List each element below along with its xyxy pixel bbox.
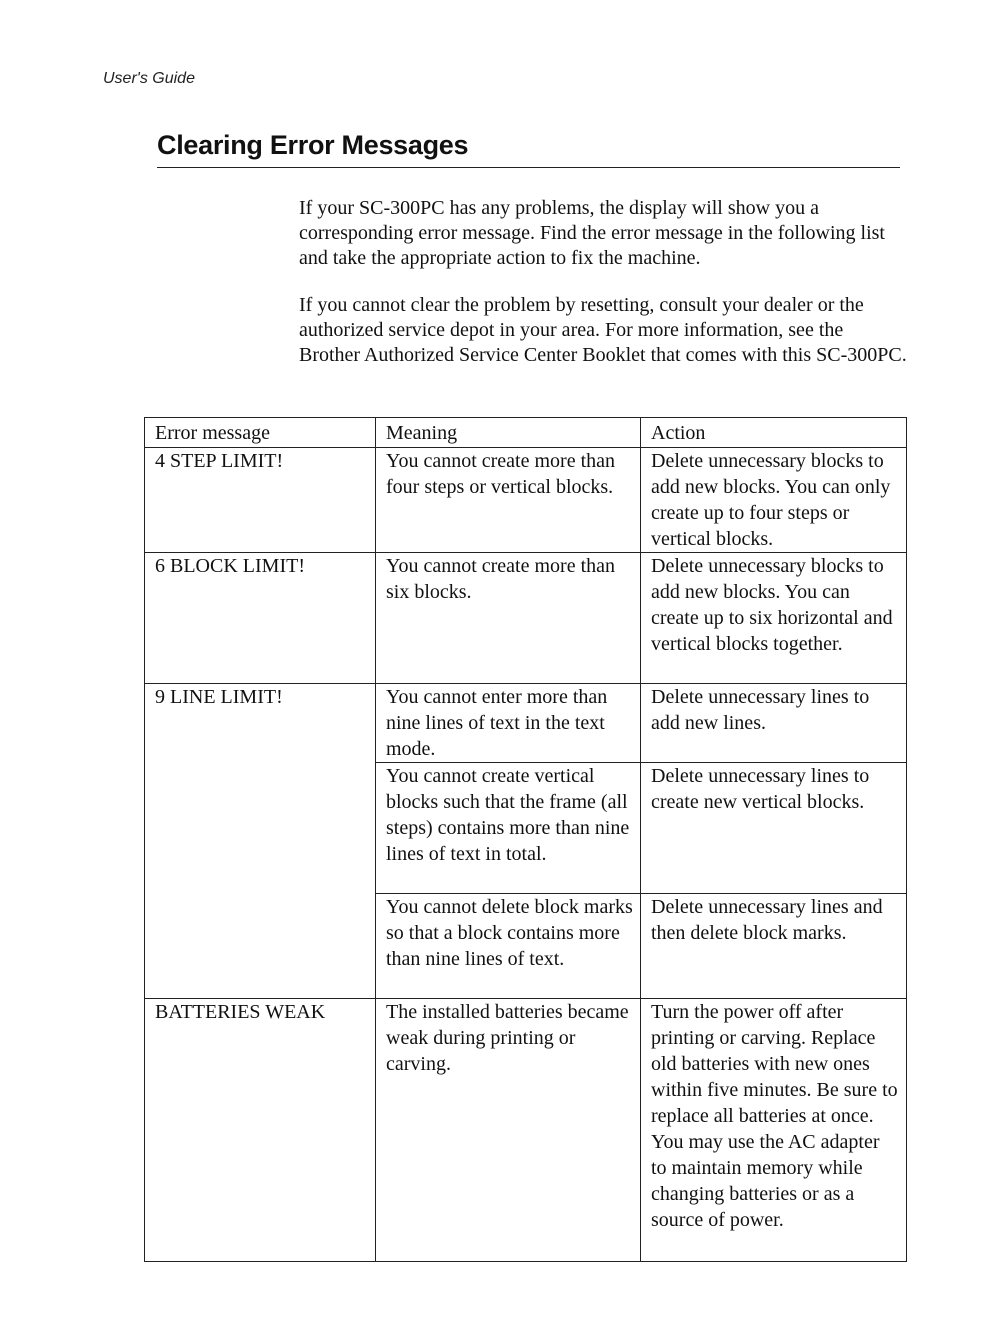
action-cell: Delete unnecessary lines to create new vertical blocks. bbox=[641, 763, 907, 894]
action-cell: Turn the power off after printing or carving. Replace old batteries with new ones within five minutes. Be sure to replace all batteries at once. You may use the AC adapter to maintain memory while changing batteries or as a source of power. bbox=[641, 999, 907, 1262]
table-row bbox=[145, 894, 907, 999]
table-row bbox=[145, 553, 907, 684]
error-message-cell: BATTERIES WEAK bbox=[145, 999, 376, 1262]
intro-text bbox=[299, 196, 909, 390]
title-underline bbox=[157, 167, 900, 168]
column-header-error-message: Error message bbox=[145, 418, 376, 448]
action-cell: Delete unnecessary blocks to add new blocks. You can only create up to four steps or vertical blocks. bbox=[641, 448, 907, 553]
intro-paragraph: If you cannot clear the problem by resetting, consult your dealer or the authorized service depot in your area. For more information, see the Brother Authorized Service Center Booklet that comes with this SC-300PC. bbox=[299, 294, 907, 366]
intro-paragraph: If your SC-300PC has any problems, the display will show you a corresponding error message. Find the error message in the following list and take the appropriate action to fix the machine. bbox=[299, 197, 885, 269]
section-title: Clearing Error Messages bbox=[157, 130, 469, 160]
error-messages-table bbox=[144, 417, 907, 1262]
table-row bbox=[145, 999, 907, 1262]
table-header-row bbox=[145, 418, 907, 448]
error-message-cell: 9 LINE LIMIT! bbox=[145, 684, 376, 763]
error-message-cell: 6 BLOCK LIMIT! bbox=[145, 553, 376, 684]
table-row bbox=[145, 763, 907, 894]
action-cell: Delete unnecessary lines and then delete block marks. bbox=[641, 894, 907, 999]
column-header-action: Action bbox=[641, 418, 907, 448]
error-message-cell: 4 STEP LIMIT! bbox=[145, 448, 376, 553]
meaning-cell: You cannot create more than four steps or vertical blocks. bbox=[376, 448, 641, 553]
meaning-cell: You cannot enter more than nine lines of text in the text mode. bbox=[376, 684, 641, 763]
meaning-cell: The installed batteries became weak during printing or carving. bbox=[376, 999, 641, 1262]
error-message-cell bbox=[145, 763, 376, 894]
table-row bbox=[145, 684, 907, 763]
meaning-cell: You cannot delete block marks so that a block contains more than nine lines of text. bbox=[376, 894, 641, 999]
table-row bbox=[145, 448, 907, 553]
error-message-cell bbox=[145, 894, 376, 999]
meaning-cell: You cannot create vertical blocks such that the frame (all steps) contains more than nine lines of text in total. bbox=[376, 763, 641, 894]
action-cell: Delete unnecessary lines to add new lines. bbox=[641, 684, 907, 763]
column-header-meaning: Meaning bbox=[376, 418, 641, 448]
meaning-cell: You cannot create more than six blocks. bbox=[376, 553, 641, 684]
action-cell: Delete unnecessary blocks to add new blocks. You can create up to six horizontal and vertical blocks together. bbox=[641, 553, 907, 684]
running-header: User's Guide bbox=[103, 70, 195, 87]
